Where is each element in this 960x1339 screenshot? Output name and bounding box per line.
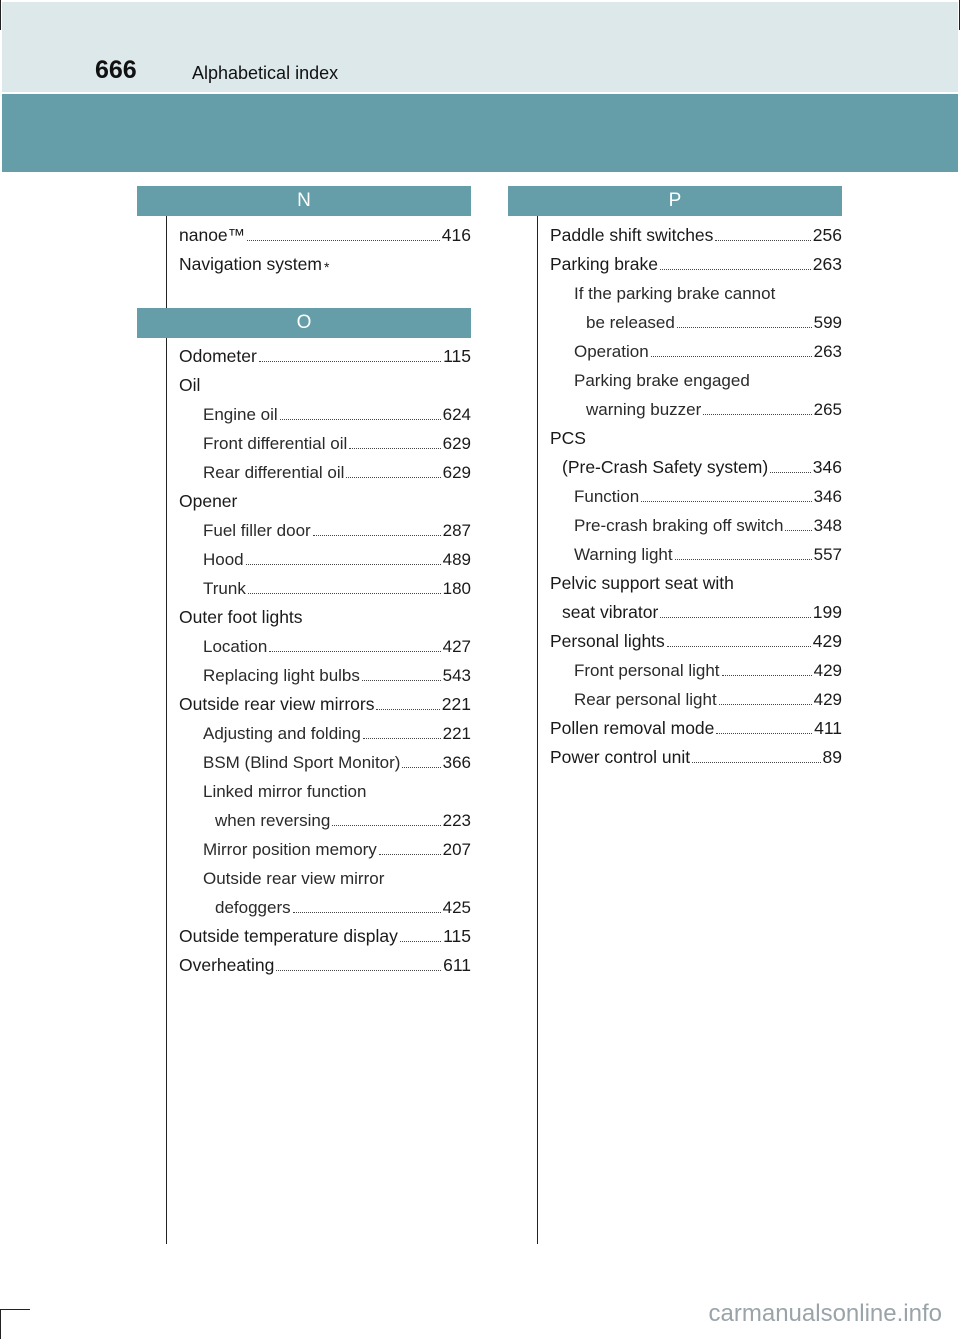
index-entry[interactable] — [179, 947, 471, 976]
entry-label: (Pre-Crash Safety system) — [562, 457, 769, 477]
entry-label: Replacing light bulbs — [203, 666, 360, 685]
index-subentry[interactable] — [179, 570, 471, 599]
crop-mark-bottom-left-v — [0, 1309, 1, 1339]
entry-page: 427 — [442, 637, 471, 656]
entry-label: seat vibrator — [562, 602, 659, 622]
entry-label: Function — [574, 487, 640, 506]
entry-label: Outside rear view mirrors — [179, 694, 375, 714]
entry-label: Opener — [179, 491, 238, 511]
dot-leader — [715, 240, 810, 241]
index-subentry[interactable] — [179, 396, 471, 425]
entry-label: Hood — [203, 550, 244, 569]
dot-leader — [692, 762, 820, 763]
entry-label: Odometer — [179, 346, 257, 366]
dot-leader — [248, 593, 441, 594]
dot-leader — [349, 448, 440, 449]
index-entry[interactable] — [179, 686, 471, 715]
dot-leader — [785, 530, 811, 531]
entry-label: Outside rear view mirror — [203, 869, 385, 888]
index-subentry[interactable] — [179, 831, 471, 860]
entry-label: Front personal light — [574, 661, 720, 680]
teal-banner — [2, 94, 958, 172]
index-subentry[interactable] — [179, 802, 471, 831]
crop-mark-top-left — [0, 0, 1, 30]
index-entry[interactable] — [179, 246, 471, 275]
dot-leader — [246, 564, 441, 565]
index-subentry — [550, 362, 842, 391]
entry-page: 411 — [814, 718, 842, 738]
dot-leader — [716, 733, 812, 734]
entry-page: 199 — [812, 602, 842, 622]
dot-leader — [400, 941, 441, 942]
section-p-entries — [550, 217, 842, 768]
index-subentry — [550, 275, 842, 304]
entry-label: Trunk — [203, 579, 246, 598]
dot-leader — [259, 361, 441, 362]
entry-page: 416 — [441, 225, 471, 245]
entry-label: Pollen removal mode — [550, 718, 715, 738]
entry-label: Linked mirror function — [203, 782, 367, 801]
dot-leader — [280, 419, 441, 420]
index-entry[interactable] — [550, 246, 842, 275]
entry-page: 346 — [812, 457, 842, 477]
section-header-n: N — [137, 186, 471, 216]
index-entry[interactable] — [550, 217, 842, 246]
entry-label: defoggers — [215, 898, 291, 917]
entry-page: 429 — [812, 631, 842, 651]
entry-page: 89 — [822, 747, 842, 767]
entry-page: 263 — [813, 342, 842, 361]
section-header-p: P — [508, 186, 842, 216]
entry-label: Overheating — [179, 955, 275, 975]
index-subentry[interactable] — [550, 681, 842, 710]
index-subentry[interactable] — [179, 541, 471, 570]
entry-page: 221 — [441, 694, 471, 714]
index-subentry[interactable] — [550, 333, 842, 362]
section-n-entries — [179, 217, 471, 275]
dot-leader — [293, 912, 441, 913]
entry-label: be released — [586, 313, 675, 332]
entry-page: 115 — [443, 346, 471, 366]
entry-page: 180 — [442, 579, 471, 598]
entry-page: 263 — [812, 254, 842, 274]
index-subentry[interactable] — [550, 536, 842, 565]
index-subentry[interactable] — [179, 744, 471, 773]
entry-label: Mirror position memory — [203, 840, 377, 859]
entry-label: Oil — [179, 375, 201, 395]
page-number: 666 — [95, 56, 137, 84]
index-entry[interactable] — [550, 710, 842, 739]
dot-leader — [332, 825, 440, 826]
entry-page: 611 — [443, 955, 471, 975]
index-subentry[interactable] — [179, 512, 471, 541]
index-entry — [550, 565, 842, 594]
dot-leader — [247, 240, 440, 241]
entry-page: 207 — [442, 840, 471, 859]
column-rule-right — [537, 216, 538, 1244]
index-entry[interactable] — [550, 739, 842, 768]
entry-label: Adjusting and folding — [203, 724, 361, 743]
index-subentry[interactable] — [550, 304, 842, 333]
entry-label: BSM (Blind Sport Monitor) — [203, 753, 401, 772]
entry-page: 425 — [442, 898, 471, 917]
index-subentry[interactable] — [550, 507, 842, 536]
entry-page: 429 — [813, 661, 842, 680]
column-rule-left — [166, 216, 167, 1244]
dot-leader — [313, 535, 441, 536]
dot-leader — [402, 767, 440, 768]
header-band — [2, 2, 958, 92]
entry-label: Power control unit — [550, 747, 691, 767]
dot-leader — [276, 970, 441, 971]
index-entry[interactable] — [550, 594, 842, 623]
entry-label: Parking brake engaged — [574, 371, 750, 390]
entry-label: Personal lights — [550, 631, 665, 651]
entry-page: 429 — [813, 690, 842, 709]
dot-leader — [722, 675, 812, 676]
index-subentry[interactable] — [179, 889, 471, 918]
entry-label: warning buzzer — [586, 400, 702, 419]
entry-label: when reversing — [215, 811, 331, 830]
dot-leader — [269, 651, 440, 652]
dot-leader — [660, 269, 811, 270]
entry-page: 489 — [442, 550, 471, 569]
dot-leader — [379, 854, 441, 855]
entry-label: If the parking brake cannot — [574, 284, 776, 303]
index-subentry[interactable] — [179, 454, 471, 483]
dot-leader — [641, 501, 811, 502]
entry-page: 256 — [812, 225, 842, 245]
index-entry[interactable] — [179, 918, 471, 947]
dot-leader — [362, 680, 441, 681]
index-subentry — [179, 773, 471, 802]
page-title: Alphabetical index — [192, 63, 339, 83]
index-subentry[interactable] — [179, 657, 471, 686]
entry-label: PCS — [550, 428, 586, 448]
entry-label: Outside temperature display — [179, 926, 398, 946]
dot-leader — [660, 617, 811, 618]
entry-label: Rear differential oil — [203, 463, 345, 482]
index-entry[interactable] — [550, 449, 842, 478]
entry-page: 543 — [442, 666, 471, 685]
index-entry[interactable] — [550, 623, 842, 652]
entry-label: Paddle shift switches — [550, 225, 714, 245]
entry-label: Navigation system — [179, 254, 322, 274]
entry-page: 115 — [443, 926, 471, 946]
entry-label: Warning light — [574, 545, 673, 564]
dot-leader — [770, 472, 811, 473]
entry-page: 629 — [442, 434, 471, 453]
watermark: carmanualsonline.info — [708, 1300, 942, 1327]
index-entry[interactable] — [179, 217, 471, 246]
index-entry — [179, 367, 471, 396]
entry-page: 265 — [813, 400, 842, 419]
index-subentry — [179, 860, 471, 889]
crop-mark-bottom-left-h — [0, 1309, 30, 1310]
entry-label: Outer foot lights — [179, 607, 303, 627]
entry-label: Pelvic support seat with — [550, 573, 734, 593]
entry-label: Operation — [574, 342, 649, 361]
dot-leader — [675, 559, 812, 560]
entry-label: Location — [203, 637, 268, 656]
dot-leader — [346, 477, 440, 478]
entry-page: 629 — [442, 463, 471, 482]
entry-label: Engine oil — [203, 405, 278, 424]
index-subentry[interactable] — [179, 425, 471, 454]
index-entry — [179, 483, 471, 512]
dot-leader — [677, 327, 812, 328]
entry-label: Rear personal light — [574, 690, 717, 709]
index-entry[interactable] — [179, 338, 471, 367]
entry-page: 599 — [813, 313, 842, 332]
entry-page: 366 — [442, 753, 471, 772]
entry-label: Front differential oil — [203, 434, 348, 453]
section-o-entries — [179, 338, 471, 976]
index-subentry[interactable] — [179, 715, 471, 744]
dot-leader — [651, 356, 812, 357]
entry-label: Fuel filler door — [203, 521, 311, 540]
dot-leader — [363, 738, 441, 739]
index-subentry[interactable] — [550, 478, 842, 507]
entry-page: 223 — [442, 811, 471, 830]
index-entry — [179, 599, 471, 628]
dot-leader — [719, 704, 812, 705]
entry-page: 624 — [442, 405, 471, 424]
index-subentry[interactable] — [179, 628, 471, 657]
entry-label: nanoe™ — [179, 225, 246, 245]
index-subentry[interactable] — [550, 652, 842, 681]
dot-leader — [667, 646, 811, 647]
dot-leader — [703, 414, 811, 415]
entry-page: 287 — [442, 521, 471, 540]
entry-page: 348 — [813, 516, 842, 535]
entry-page: 346 — [813, 487, 842, 506]
footnote-marker: * — [323, 259, 330, 275]
entry-label: Parking brake — [550, 254, 658, 274]
dot-leader — [376, 709, 439, 710]
section-header-o: O — [137, 308, 471, 338]
index-entry — [550, 420, 842, 449]
entry-page: 221 — [442, 724, 471, 743]
entry-page: 557 — [813, 545, 842, 564]
entry-label: Pre-crash braking off switch — [574, 516, 784, 535]
index-subentry[interactable] — [550, 391, 842, 420]
